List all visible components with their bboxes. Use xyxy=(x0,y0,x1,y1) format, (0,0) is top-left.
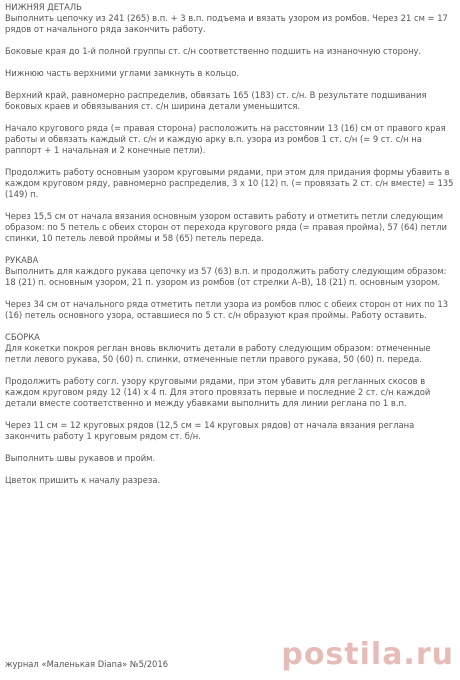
section-assembly xyxy=(5,332,457,486)
paragraph: Выполнить цепочку из 241 (265) в.п. + 3 в.п. подъема и вязать узором из ромбов. Через 21 см = 17 рядов от начального ряда закончить работу. xyxy=(5,13,448,34)
paragraph: Боковые края до 1-й полной группы ст. с/н соответственно подшить на изнаночную сторону. xyxy=(5,46,422,56)
section-sleeves xyxy=(5,255,457,321)
paragraph: Для кокетки покроя реглан вновь включить детали в работу следующим образом: отмеченные петли левого рукава, 50 (60) п. спинки, отмеченные петли правого рукава, 50 (60) п. переда. xyxy=(5,343,431,364)
paragraph: Через 11 см = 12 круговых рядов (12,5 см = 14 круговых рядов) от начала вязания реглана закончить работу 1 круговым рядом ст. б/н. xyxy=(5,420,415,441)
source-credit: журнал «Маленькая Diana» №5/2016 xyxy=(5,659,169,669)
paragraph: Выполнить швы рукавов и пройм. xyxy=(5,453,156,463)
paragraph: Через 34 см от начального ряда отметить петли узора из ромбов плюс с обеих сторон от них по 13 (16) петель основного узора, оставшиеся по 5 ст. с/н образуют края проймы. Работу оставить. xyxy=(5,299,449,320)
paragraph: Продолжить работу согл. узору круговыми рядами, при этом убавить для регланных скосов в каждом круговом ряду 12 (14) x 4 п. Для этого провязать первые и последние 2 ст. с/н каждой детали вместе соответственно и между убавками выполнить для линии реглана по 1 в.п. xyxy=(5,376,431,408)
paragraph: Начало кругового ряда (= правая сторона) расположить на расстоянии 13 (16) см от правого края работы и обвязать каждый ст. с/н и каждую арку в.п. узора из ромбов 1 ст. с/н (= 9 ст. с/н на раппорт + 1 начальная и 2 конечные петли). xyxy=(5,123,446,155)
pattern-document xyxy=(5,2,457,497)
watermark-logo: postila.ru xyxy=(281,637,454,672)
paragraph: Выполнить для каждого рукава цепочку из 57 (63) в.п. и продолжить работу следующим образом: 18 (21) п. основным узором, 21 п. узором из ромбов (от стрелки A–B), 18 (21) п. основным узором. xyxy=(5,266,447,287)
section-heading: НИЖНЯЯ ДЕТАЛЬ xyxy=(5,2,82,12)
paragraph: Верхний край, равномерно распределив, обвязать 165 (183) ст. с/н. В результате подшивания боковых краев и обвязывания ст. с/н ширина детали уменьшится. xyxy=(5,90,427,111)
section-bottom-part xyxy=(5,2,457,244)
paragraph: Продолжить работу основным узором круговыми рядами, при этом для придания формы убавить в каждом круговом ряду, равномерно распределив, 3 x 10 (12) п. (= провязать 2 ст. с/н вместе) = 135 (149) п. xyxy=(5,167,454,199)
section-heading: СБОРКА xyxy=(5,332,40,342)
section-heading: РУКАВА xyxy=(5,255,39,265)
paragraph: Через 15,5 см от начала вязания основным узором оставить работу и отметить петли следующим образом: по 5 петель с обеих сторон от перехода кругового ряда (= правая пройма), 57 (64) петли спинки, 10 петель левой проймы и 58 (65) петель переда. xyxy=(5,211,447,243)
paragraph: Нижнюю часть верхними углами замкнуть в кольцо. xyxy=(5,68,240,78)
paragraph: Цветок пришить к началу разреза. xyxy=(5,475,161,485)
